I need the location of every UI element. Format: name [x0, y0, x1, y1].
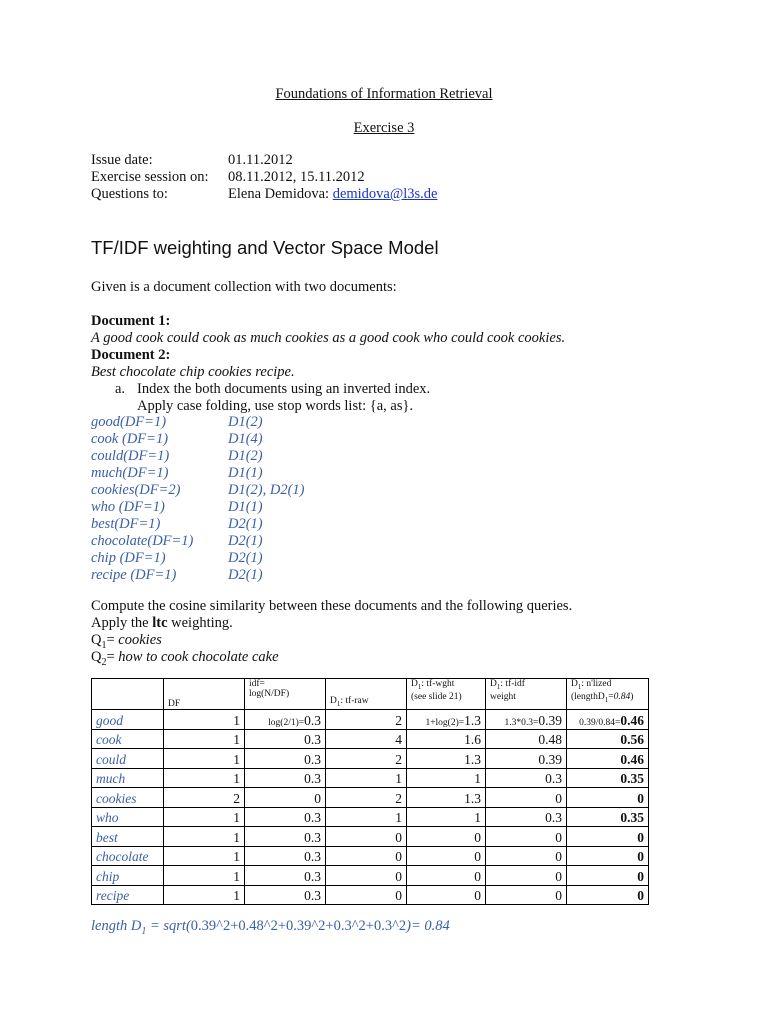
index-postings: D1(2) — [228, 414, 263, 430]
index-term: could(DF=1) — [91, 448, 170, 464]
tf-idf-cell: 0.3 — [545, 810, 562, 825]
task-a-marker: a. — [115, 381, 126, 397]
table-cell — [92, 710, 164, 730]
table-cell — [486, 807, 567, 827]
table-cell — [245, 846, 326, 866]
table-cell — [164, 846, 245, 866]
table-cell — [164, 885, 245, 905]
header-tf-raw: $D_1$: tf-raw — [326, 679, 407, 710]
table-cell — [326, 710, 407, 730]
idf-cell: 0.3 — [304, 888, 321, 903]
norm-cell: 0.46 — [620, 712, 644, 728]
table-cell — [407, 768, 486, 788]
tf-wght-cell: 0 — [474, 849, 481, 864]
length-formula — [91, 918, 450, 937]
idf-formula: log(2/1)= — [268, 717, 305, 728]
table-cell — [92, 788, 164, 808]
df-cell: 1 — [233, 771, 240, 786]
table-cell — [326, 866, 407, 886]
term-cell: cookies — [96, 790, 137, 806]
index-postings: D1(1) — [228, 465, 263, 481]
compute-instruction: Compute the cosine similarity between these documents and the following queries. — [91, 598, 573, 614]
query-2 — [91, 649, 279, 671]
table-cell — [245, 729, 326, 749]
table-cell — [92, 807, 164, 827]
table-header-row — [92, 679, 649, 710]
tf-wght-cell: 1 — [474, 771, 481, 786]
table-cell — [486, 846, 567, 866]
index-postings: D1(1) — [228, 499, 263, 515]
issue-value: 01.11.2012 — [228, 152, 293, 168]
idf-cell: 0.3 — [304, 771, 321, 786]
table-cell — [567, 749, 649, 769]
idf-cell: 0.3 — [304, 751, 321, 767]
document-1-label: Document 1: — [91, 313, 171, 329]
q1-text: cookies — [118, 632, 162, 648]
index-postings: D2(1) — [228, 567, 263, 583]
tf-raw-cell: 2 — [395, 712, 402, 728]
df-cell: 1 — [233, 732, 240, 747]
tf-idf-cell: 0 — [555, 829, 562, 845]
idf-cell: 0.3 — [304, 810, 321, 825]
index-term: much(DF=1) — [91, 465, 169, 481]
term-cell: could — [96, 751, 126, 767]
questions-label: Questions to: — [91, 186, 168, 202]
table-cell — [164, 807, 245, 827]
table-cell — [567, 788, 649, 808]
term-cell: much — [96, 771, 126, 786]
table-cell — [245, 710, 326, 730]
document-title: Foundations of Information Retrieval — [275, 86, 493, 102]
table-cell — [407, 827, 486, 847]
table-cell — [92, 749, 164, 769]
table-row — [92, 807, 649, 827]
table-row — [92, 749, 649, 769]
table-cell — [245, 788, 326, 808]
table-cell — [567, 827, 649, 847]
idf-cell: 0 — [314, 790, 321, 806]
tf-idf-cell: 0.39 — [538, 712, 562, 728]
table-cell — [245, 866, 326, 886]
norm-cell: 0 — [637, 849, 644, 864]
index-term: who (DF=1) — [91, 499, 165, 515]
table-cell — [164, 827, 245, 847]
tf-idf-cell: 0 — [555, 790, 562, 806]
table-cell — [567, 710, 649, 730]
table-cell — [164, 768, 245, 788]
norm-cell: 0 — [637, 888, 644, 903]
index-term: chocolate(DF=1) — [91, 533, 194, 549]
apply-bold: ltc — [152, 615, 168, 631]
table-row — [92, 866, 649, 886]
df-cell: 1 — [233, 849, 240, 864]
idf-cell: 0.3 — [304, 712, 321, 728]
tf-idf-cell: 0.3 — [545, 771, 562, 786]
task-a-line-1: Index the both documents using an inverted index. — [137, 381, 431, 397]
term-cell: chip — [96, 868, 120, 884]
table-cell — [92, 729, 164, 749]
table-cell — [486, 729, 567, 749]
norm-cell: 0.35 — [620, 810, 644, 825]
table-row — [92, 885, 649, 905]
table-cell — [92, 866, 164, 886]
index-postings: D1(2), D2(1) — [228, 482, 305, 498]
table-cell — [486, 768, 567, 788]
weighting-instruction — [91, 615, 233, 632]
table-cell — [164, 866, 245, 886]
tf-idf-cell: 0 — [555, 888, 562, 903]
q2-eq: = — [106, 649, 119, 665]
tf-wght-cell: 1.3 — [464, 712, 481, 728]
table-cell — [486, 827, 567, 847]
norm-cell: 0.46 — [620, 751, 644, 767]
table-cell — [326, 768, 407, 788]
df-cell: 1 — [233, 829, 240, 845]
length-a: length D — [91, 918, 142, 934]
table-cell — [326, 885, 407, 905]
tf-raw-cell: 2 — [395, 790, 402, 806]
norm-cell: 0 — [637, 790, 644, 806]
tf-raw-cell: 2 — [395, 751, 402, 767]
table-cell — [245, 749, 326, 769]
tf-wght-cell: 1.3 — [464, 751, 481, 767]
table-cell — [164, 729, 245, 749]
tf-idf-cell: 0 — [555, 849, 562, 864]
norm-cell: 0 — [637, 829, 644, 845]
df-cell: 2 — [233, 790, 240, 806]
header-tf-wght: $D_1$: tf-wght (see slide 21) — [407, 679, 486, 710]
df-cell: 1 — [233, 751, 240, 767]
length-sub: 1 — [141, 925, 147, 937]
term-cell: best — [96, 829, 118, 845]
index-postings: D2(1) — [228, 516, 263, 532]
table-cell — [326, 827, 407, 847]
header-term — [92, 679, 164, 710]
table-cell — [407, 749, 486, 769]
tf-wght-cell: 1.3 — [464, 790, 481, 806]
session-value: 08.11.2012, 15.11.2012 — [228, 169, 365, 185]
header-idf-2: log(N/DF) — [249, 689, 290, 699]
tf-raw-cell: 0 — [395, 888, 402, 903]
table-cell — [407, 866, 486, 886]
table-row — [92, 846, 649, 866]
index-term: cook (DF=1) — [91, 431, 169, 447]
term-cell: good — [96, 712, 123, 728]
table-cell — [92, 846, 164, 866]
table-cell — [567, 885, 649, 905]
table-cell — [245, 827, 326, 847]
document-2-text: Best chocolate chip cookies recipe. — [91, 364, 295, 380]
apply-post: weighting. — [167, 615, 233, 631]
q2-label: Q — [91, 649, 102, 665]
table-cell — [567, 807, 649, 827]
norm-cell: 0.56 — [620, 732, 644, 747]
apply-pre: Apply the — [91, 615, 153, 631]
session-label: Exercise session on: — [91, 169, 209, 185]
q1-sub: 1 — [101, 639, 107, 651]
df-cell: 1 — [233, 712, 240, 728]
index-postings: D2(1) — [228, 550, 263, 566]
idf-cell: 0.3 — [304, 732, 321, 747]
table-cell — [164, 788, 245, 808]
table-cell — [407, 846, 486, 866]
header-idf — [245, 679, 326, 710]
table-row — [92, 710, 649, 730]
tf-wght-formula: 1+log(2)= — [425, 717, 465, 728]
length-d: )= 0.84 — [406, 918, 450, 934]
tf-idf-cell: 0 — [555, 868, 562, 884]
table-cell — [567, 768, 649, 788]
table-cell — [326, 846, 407, 866]
tf-raw-cell: 0 — [395, 849, 402, 864]
idf-cell: 0.3 — [304, 849, 321, 864]
index-term: best(DF=1) — [91, 516, 161, 532]
tf-wght-cell: 0 — [474, 829, 481, 845]
norm-cell: 0 — [637, 868, 644, 884]
tf-raw-cell: 0 — [395, 829, 402, 845]
table-row — [92, 768, 649, 788]
tf-wght-cell: 0 — [474, 888, 481, 903]
df-cell: 1 — [233, 888, 240, 903]
term-cell: chocolate — [96, 849, 149, 864]
table-cell — [164, 710, 245, 730]
table-row — [92, 729, 649, 749]
index-postings: D1(4) — [228, 431, 263, 447]
idf-cell: 0.3 — [304, 829, 321, 845]
header-idf-1: idf= — [249, 679, 265, 689]
table-cell — [486, 866, 567, 886]
tf-idf-cell: 0.48 — [538, 732, 562, 747]
length-c: 0.39^2+0.48^2+0.39^2+0.3^2+0.3^2 — [190, 918, 407, 934]
weighting-table — [91, 678, 649, 905]
tf-wght-cell: 1.6 — [464, 732, 481, 747]
table-cell — [326, 788, 407, 808]
table-cell — [407, 788, 486, 808]
tf-wght-cell: 0 — [474, 868, 481, 884]
table-cell — [486, 710, 567, 730]
questions-contact — [228, 186, 437, 203]
table-cell — [92, 827, 164, 847]
q1-label: Q — [91, 632, 102, 648]
header-normalized: $D_1$: n'lized (lengthD$_1$=0.84) — [567, 679, 649, 710]
q2-sub: 2 — [101, 656, 107, 668]
idf-cell: 0.3 — [304, 868, 321, 884]
table-cell — [407, 729, 486, 749]
length-b: = sqrt( — [146, 918, 191, 934]
tf-raw-cell: 1 — [395, 810, 402, 825]
df-cell: 1 — [233, 810, 240, 825]
table-cell — [326, 807, 407, 827]
index-term: recipe (DF=1) — [91, 567, 177, 583]
table-cell — [567, 729, 649, 749]
tf-raw-cell: 1 — [395, 771, 402, 786]
document-2-label: Document 2: — [91, 347, 171, 363]
table-row — [92, 788, 649, 808]
contact-name: Elena Demidova: — [228, 186, 330, 202]
term-cell: who — [96, 810, 119, 825]
table-cell — [245, 807, 326, 827]
tf-idf-cell: 0.39 — [538, 751, 562, 767]
table-cell — [326, 749, 407, 769]
table-cell — [326, 729, 407, 749]
tf-raw-cell: 4 — [395, 732, 402, 747]
intro-text: Given is a document collection with two documents: — [91, 279, 397, 295]
table-cell — [245, 885, 326, 905]
table-cell — [486, 749, 567, 769]
task-a-line-2: Apply case folding, use stop words list: {a, as}. — [137, 398, 414, 414]
q1-eq: = — [106, 632, 119, 648]
table-cell — [567, 866, 649, 886]
index-term: cookies(DF=2) — [91, 482, 181, 498]
header-tf-idf: $D_1$: tf-idf weight — [486, 679, 567, 710]
q2-text: how to cook chocolate cake — [118, 649, 279, 665]
document-1-text: A good cook could cook as much cookies as a good cook who could cook cookies. — [91, 330, 566, 346]
contact-email-link[interactable]: demidova@l3s.de — [332, 186, 438, 202]
index-postings: D2(1) — [228, 533, 263, 549]
tf-idf-formula: 1.3*0.3= — [504, 717, 539, 728]
table-cell — [164, 749, 245, 769]
tf-raw-cell: 0 — [395, 868, 402, 884]
table-cell — [486, 788, 567, 808]
table-cell — [567, 846, 649, 866]
exercise-number: Exercise 3 — [353, 120, 415, 136]
table-cell — [407, 807, 486, 827]
norm-cell: 0.35 — [620, 771, 644, 786]
table-cell — [92, 885, 164, 905]
table-cell — [486, 885, 567, 905]
index-postings: D1(2) — [228, 448, 263, 464]
table-cell — [245, 768, 326, 788]
term-cell: cook — [96, 732, 122, 747]
tf-wght-cell: 1 — [474, 810, 481, 825]
issue-label: Issue date: — [91, 152, 153, 168]
table-cell — [407, 710, 486, 730]
table-row — [92, 827, 649, 847]
table-cell — [92, 768, 164, 788]
header-df: DF — [164, 679, 245, 710]
index-term: chip (DF=1) — [91, 550, 166, 566]
table-cell — [407, 885, 486, 905]
section-heading: TF/IDF weighting and Vector Space Model — [91, 237, 439, 258]
norm-formula: 0.39/0.84= — [579, 717, 621, 728]
index-term: good(DF=1) — [91, 414, 167, 430]
term-cell: recipe — [96, 888, 130, 903]
df-cell: 1 — [233, 868, 240, 884]
